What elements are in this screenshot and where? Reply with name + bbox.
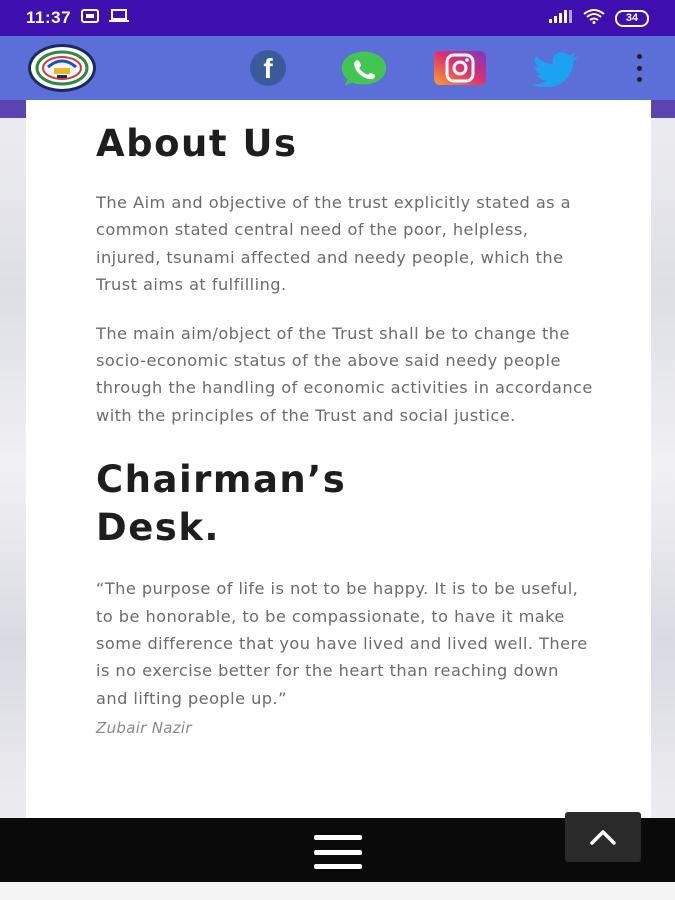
instagram-icon — [432, 49, 488, 87]
header-accent-right — [651, 100, 675, 118]
page-content — [96, 120, 596, 738]
kebab-dot-icon — [637, 66, 642, 71]
about-paragraph-1: The Aim and objective of the trust explicitly stated as a common stated central need of the poor, helpless, injured, tsunami affected and needy people, which the Trust aims at fulfilling. — [96, 193, 572, 295]
kebab-dot-icon — [637, 54, 642, 59]
menu-line-icon — [314, 864, 362, 869]
wifi-icon — [583, 8, 605, 29]
chairman-signature: Zubair Nazir — [96, 719, 192, 738]
whatsapp-icon — [336, 48, 392, 88]
background-texture-right — [651, 118, 675, 818]
chevron-up-icon — [588, 828, 618, 846]
instagram-button[interactable] — [432, 48, 488, 88]
app-header — [0, 36, 675, 100]
screen-record-icon — [81, 9, 99, 28]
status-bar — [0, 0, 675, 36]
scroll-to-top-button[interactable] — [565, 812, 641, 862]
background-texture-left — [0, 118, 26, 818]
laptop-icon — [109, 9, 129, 28]
trust-logo[interactable] — [28, 44, 96, 92]
chairman-heading-line2: Desk. — [96, 506, 220, 550]
menu-line-icon — [314, 850, 362, 855]
overflow-menu-button[interactable] — [633, 54, 645, 82]
about-heading: About Us — [96, 122, 298, 165]
battery-level: 34 — [625, 11, 639, 24]
about-paragraph-2: The main aim/object of the Trust shall be to change the socio-economic status of the above said needy people through the handling of economic activities in accordance with the principles of the Trust and social justice. — [96, 323, 593, 425]
chairman-heading — [96, 456, 596, 552]
hamburger-menu-button[interactable] — [314, 835, 362, 869]
twitter-button[interactable] — [528, 48, 584, 88]
facebook-icon — [240, 49, 296, 87]
menu-line-icon — [314, 835, 362, 840]
chairman-heading-line1: Chairman’s — [96, 458, 347, 502]
twitter-icon — [528, 49, 584, 87]
system-gesture-bar — [0, 882, 675, 900]
whatsapp-button[interactable] — [336, 48, 392, 88]
logo-emblem-icon — [34, 49, 90, 87]
svg-text:f: f — [263, 53, 273, 84]
header-accent-left — [0, 100, 26, 118]
chairman-quote: “The purpose of life is not to be happy. It is to be useful, to be honorable, to be compassionate, to have it make some difference that you have lived and lived well. There is no exercise better for the heart than reaching down and lifting people up.” — [96, 579, 588, 708]
content-card — [26, 100, 651, 818]
battery-indicator — [615, 10, 649, 27]
signal-icon — [549, 9, 573, 28]
status-time: 11:37 — [26, 8, 72, 27]
kebab-dot-icon — [637, 77, 642, 82]
facebook-button[interactable] — [240, 48, 296, 88]
